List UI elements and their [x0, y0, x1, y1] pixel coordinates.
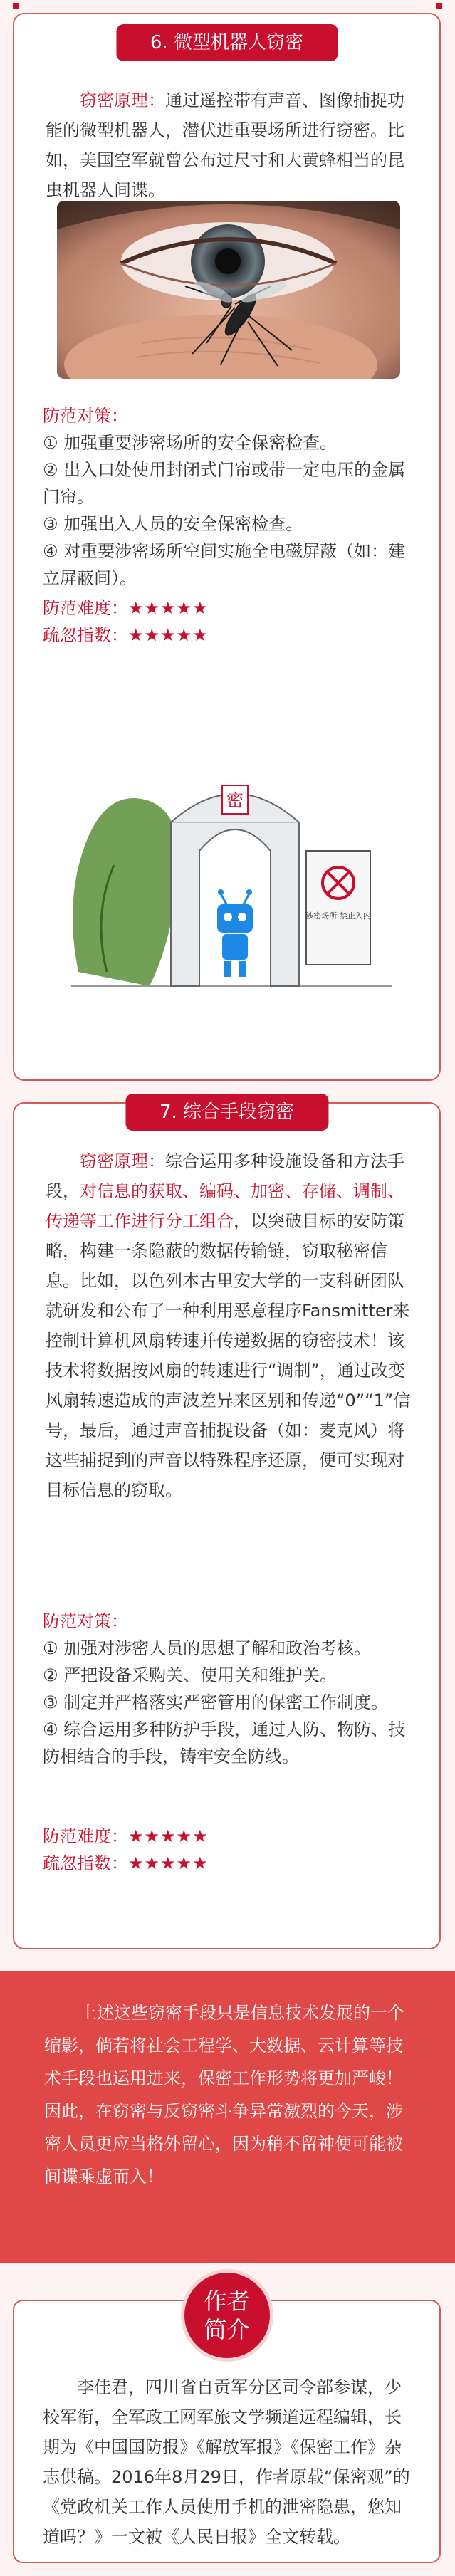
mosquito-robot-photo — [57, 201, 400, 379]
difficulty-label: 防范难度： — [43, 1826, 128, 1846]
robot-icon — [217, 889, 253, 977]
alert-label: 疏忽指数： — [43, 625, 128, 645]
alert-stars: ★★★★★ — [128, 625, 209, 645]
summary-text: 上述这些窃密手段只是信息技术发展的一个缩影，倘若将社会工程学、大数据、云计算等技术手段也运用进来，保密工作形势将更加严峻！因此，在窃密与反窃密斗争异常激烈的今天，涉密人员更应当格外留心，因为稍不留神便可能被间谍乘虚而入！ — [44, 2003, 404, 2187]
alert-label: 疏忽指数： — [43, 1853, 128, 1873]
measure-item: ④ 综合运用多种防护手段，通过人防、物防、技防相结合的手段，铸牢安全防线。 — [43, 1719, 406, 1766]
principle-highlight: 对信息的获取、编码、加密、存储、调制、传递等工作进行分工组合 — [46, 1181, 404, 1231]
top-divider — [0, 0, 455, 14]
summary-band — [0, 1971, 455, 2263]
section-6-card — [13, 13, 441, 1081]
section-6-measures-title: 防范对策： — [43, 406, 128, 426]
alert-stars: ★★★★★ — [128, 1853, 209, 1873]
measure-item: ② 出入口处使用封闭式门帘或带一定电压的金属门帘。 — [43, 460, 406, 507]
author-card — [13, 2288, 441, 2563]
alert-rating — [43, 1850, 418, 1877]
alert-rating — [43, 622, 418, 649]
principle-text: 通过遥控带有声音、图像捕捉功能的微型机器人，潜伏进重要场所进行窃密。比如，美国空军就曾公布过尺寸和大黄蜂相当的昆虫机器人间谍。 — [46, 90, 404, 200]
author-bio: 李佳君，四川省自贡军分区司令部参谋，少校军衔，全军政工网军旅文学频道远程编辑，长期为《中国国防报》《解放军报》《保密工作》杂志供稿。2016年8月29日，作者原载“保密观”的《党政机关工作人员使用手机的泄密隐患，您知道吗？》一文被《人民日报》全文转载。 — [43, 2377, 410, 2547]
principle-label: 窃密原理： — [80, 1151, 165, 1171]
difficulty-stars: ★★★★★ — [128, 1826, 209, 1846]
gate-sign-text: 涉密场所 禁止入内 — [305, 911, 371, 921]
section-6-principle — [46, 85, 414, 205]
measure-item: ② 严把设备采购关、使用关和维护关。 — [43, 1665, 338, 1685]
principle-label: 窃密原理： — [80, 90, 165, 110]
author-badge — [184, 2273, 270, 2358]
measure-item: ③ 制定并严格落实严密管用的保密工作制度。 — [43, 1692, 389, 1712]
author-badge-line2: 简介 — [204, 2316, 250, 2343]
security-gate-illustration — [64, 758, 399, 1007]
principle-text: 综合运用多种设施设备和方法手段， — [46, 1151, 404, 1201]
measure-item: ③ 加强出入人员的安全保密检查。 — [43, 514, 303, 534]
section-7-measures-title: 防范对策： — [43, 1611, 128, 1631]
author-badge-line1: 作者 — [204, 2288, 250, 2315]
measure-item: ④ 对重要涉密场所空间实施全电磁屏蔽（如：建立屏蔽间）。 — [43, 541, 406, 588]
difficulty-stars: ★★★★★ — [128, 598, 209, 618]
gate-char: 密 — [226, 790, 244, 810]
principle-text-cont: ，以突破目标的安防策略，构建一条隐蔽的数据传输链，窃取秘密信息。比如，以色列本古里安大学的一支科研团队就研发和公布了一种利用恶意程序Fansmitter来控制计算机风扇转速并传递数据的窃密技术！该技术将数据按风扇的转速进行“调制”，通过改变风扇转速造成的声波差异来区别和传递“0”“1”信号，最后，通过声音捕捉设备（如：麦克风）将这些捕捉到的声音以特殊程序还原，便可实现对目标信息的窃取。 — [46, 1211, 411, 1500]
measure-item: ① 加强重要涉密场所的安全保密检查。 — [43, 433, 338, 453]
section-7-card — [13, 1102, 441, 1949]
difficulty-rating — [43, 595, 418, 622]
difficulty-rating — [43, 1823, 418, 1850]
section-7-principle — [46, 1146, 414, 1505]
section-7-title: 7. 综合手段窃密 — [125, 1094, 328, 1131]
section-6-title: 6. 微型机器人窃密 — [116, 24, 338, 61]
difficulty-label: 防范难度： — [43, 598, 128, 618]
measure-item: ① 加强对涉密人员的思想了解和政治考核。 — [43, 1638, 372, 1658]
